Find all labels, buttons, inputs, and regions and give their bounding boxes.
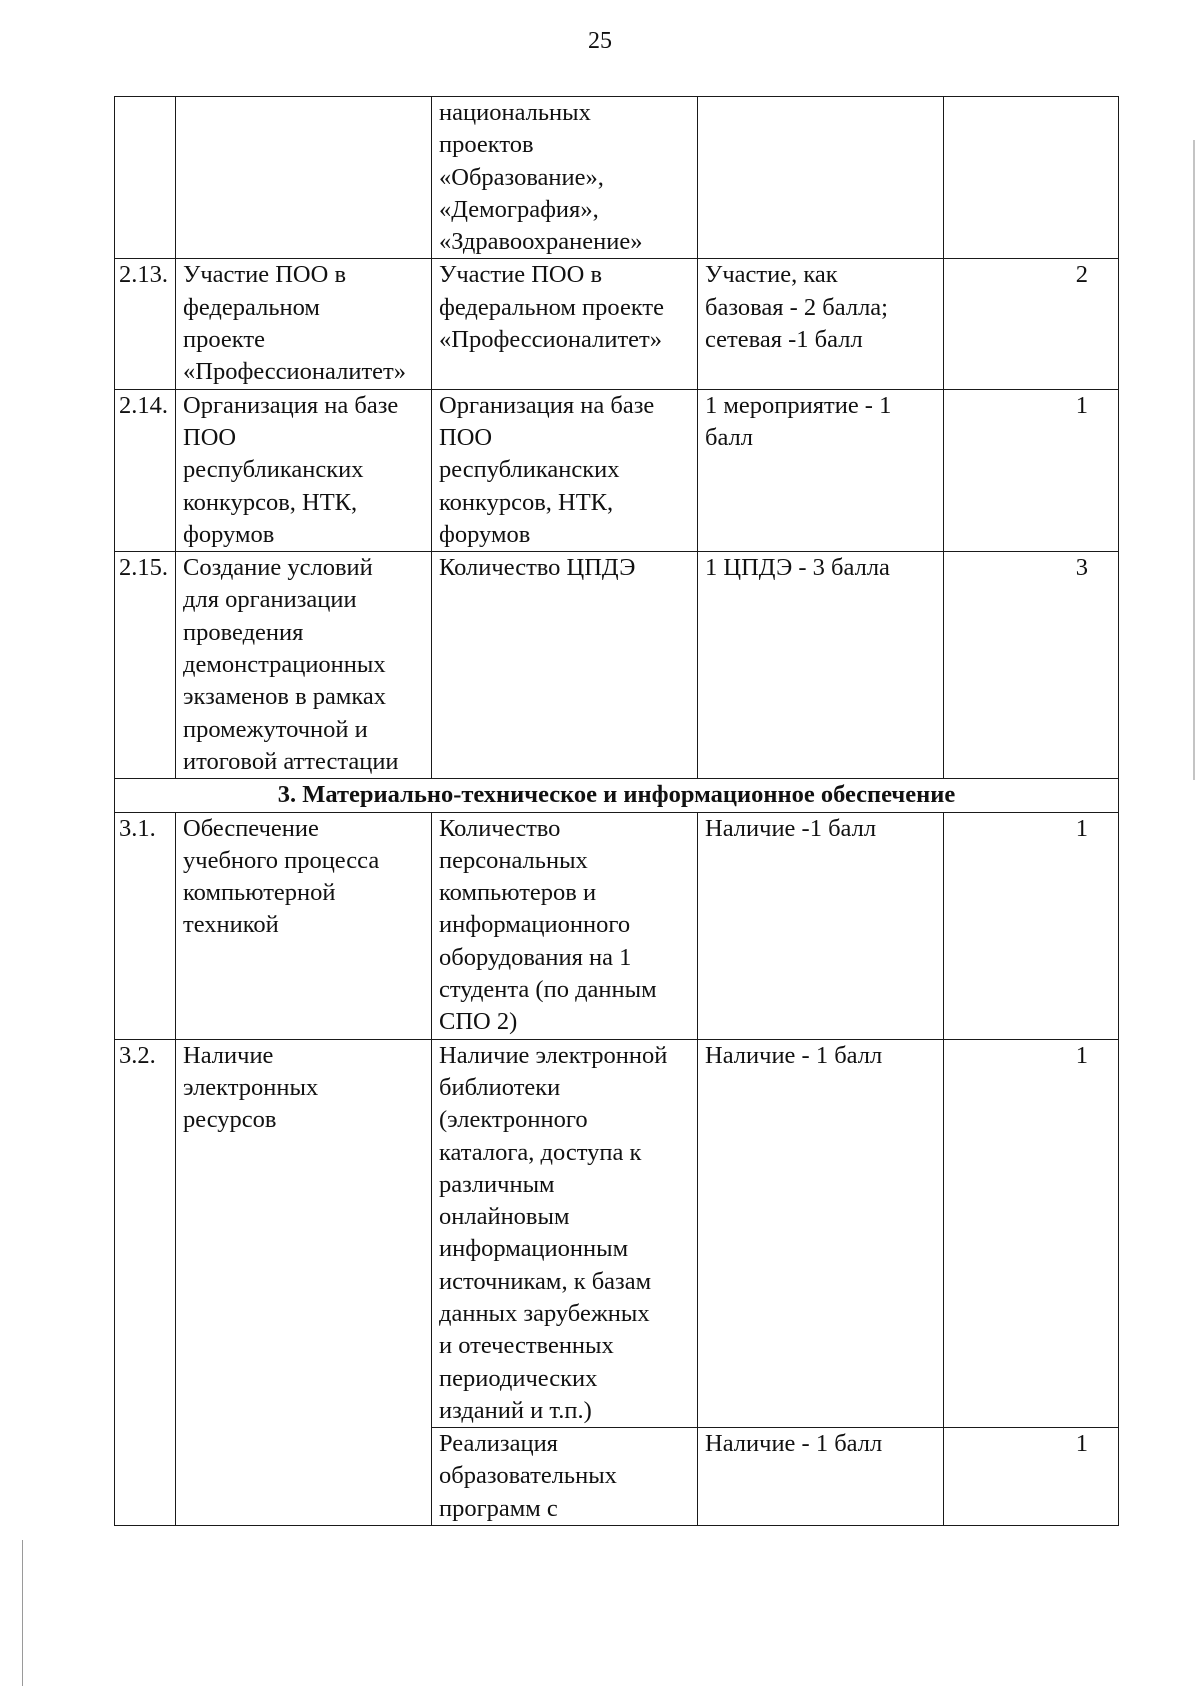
indicator-cell: Обеспечение учебного процесса компьютерной техникой <box>176 812 432 1039</box>
table-row-2-14 <box>115 389 1119 551</box>
scan-edge-line-right <box>1193 140 1195 780</box>
criterion-cell: национальных проектов «Образование», «Демография», «Здравоохранение» <box>432 97 698 259</box>
criterion-cell: Наличие электронной библиотеки (электронного каталога, доступа к различным онлайновым информационным источникам, к базам данных зарубежных и отечественных периодических изданий и т.п.) <box>432 1039 698 1428</box>
scan-edge-line-left <box>22 1540 23 1686</box>
criterion-cell: Организация на базе ПОО республиканских конкурсов, НТК, форумов <box>432 389 698 551</box>
indicator-cell: Создание условий для организации проведения демонстрационных экзаменов в рамках промежуточной и итоговой аттестации <box>176 552 432 779</box>
row-number: 3.2. <box>115 1039 176 1428</box>
indicator-cell: Организация на базе ПОО республиканских конкурсов, НТК, форумов <box>176 389 432 551</box>
table-row-continued <box>115 97 1119 259</box>
points-cell: 1 <box>944 389 1119 551</box>
indicator-cell-empty <box>176 97 432 259</box>
criterion-cell: Участие ПОО в федеральном проекте «Профессионалитет» <box>432 259 698 389</box>
row-number: 3.1. <box>115 812 176 1039</box>
scoring-cell: 1 мероприятие - 1 балл <box>698 389 944 551</box>
points-cell: 1 <box>944 1039 1119 1428</box>
indicator-cell: Наличие электронных ресурсов <box>176 1039 432 1428</box>
row-number: 2.15. <box>115 552 176 779</box>
points-cell: 3 <box>944 552 1119 779</box>
criterion-cell: Количество персональных компьютеров и информационного оборудования на 1 студента (по данным СПО 2) <box>432 812 698 1039</box>
criteria-table <box>114 96 1119 1526</box>
number-cell-empty <box>115 1428 176 1526</box>
scoring-cell: Наличие - 1 балл <box>698 1039 944 1428</box>
scoring-cell: Наличие -1 балл <box>698 812 944 1039</box>
section-3-title: 3. Материально-техническое и информационное обеспечение <box>115 779 1119 812</box>
points-cell: 1 <box>944 812 1119 1039</box>
table-row-2-15 <box>115 552 1119 779</box>
table-row-3-2a <box>115 1039 1119 1428</box>
table-row-3-2b <box>115 1428 1119 1526</box>
indicator-cell: Участие ПОО в федеральном проекте «Профессионалитет» <box>176 259 432 389</box>
points-cell: 1 <box>944 1428 1119 1526</box>
number-cell-empty <box>115 97 176 259</box>
table-row-3-1 <box>115 812 1119 1039</box>
scoring-cell-empty <box>698 97 944 259</box>
row-number: 2.14. <box>115 389 176 551</box>
section-header-row <box>115 779 1119 812</box>
scoring-cell: Наличие - 1 балл <box>698 1428 944 1526</box>
row-number: 2.13. <box>115 259 176 389</box>
points-cell-empty <box>944 97 1119 259</box>
table-row-2-13 <box>115 259 1119 389</box>
criterion-cell: Количество ЦПДЭ <box>432 552 698 779</box>
scoring-cell: Участие, как базовая - 2 балла; сетевая -1 балл <box>698 259 944 389</box>
criterion-cell: Реализация образовательных программ с <box>432 1428 698 1526</box>
indicator-cell-empty <box>176 1428 432 1526</box>
scoring-cell: 1 ЦПДЭ - 3 балла <box>698 552 944 779</box>
points-cell: 2 <box>944 259 1119 389</box>
page-number: 25 <box>588 28 612 54</box>
